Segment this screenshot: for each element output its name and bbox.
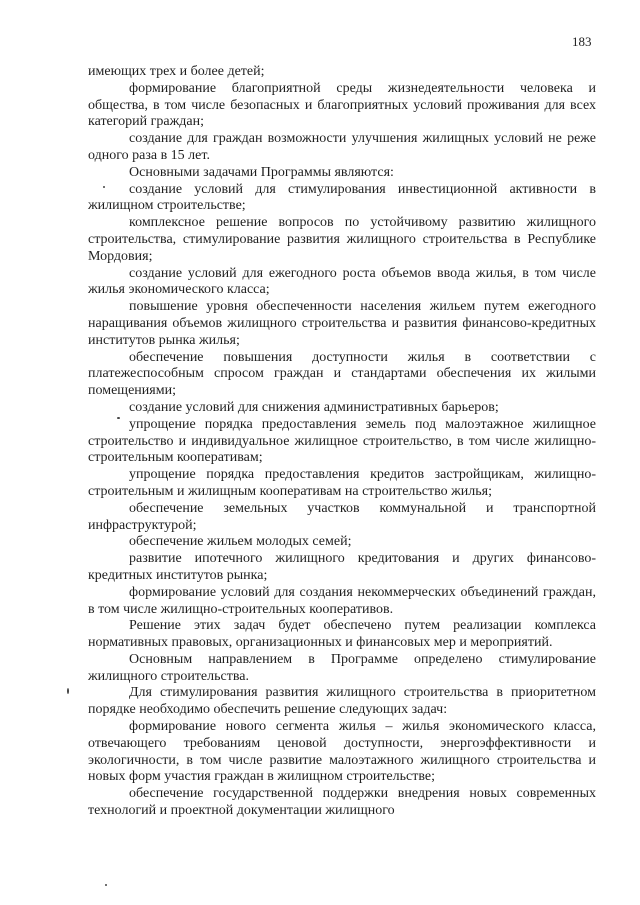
- paragraph: комплексное решение вопросов по устойчивому развитию жилищного строительства, стимулирование развития жилищного строительства в Республике Мордовия;: [88, 215, 596, 264]
- scan-speck: [117, 417, 120, 419]
- paragraph: обеспечение государственной поддержки внедрения новых современных технологий и проектной документации жилищного: [88, 786, 596, 819]
- document-body: [88, 64, 596, 820]
- paragraph: формирование благоприятной среды жизнедеятельности человека и общества, в том числе безопасных и благоприятных условий проживания для всех категорий граждан;: [88, 80, 596, 130]
- paragraph: Основными задачами Программы являются:: [129, 164, 394, 180]
- scan-speck: [105, 884, 107, 886]
- paragraph: повышение уровня обеспеченности населения жильем путем ежегодного наращивания объемов жилищного строительства и развития финансово-кредитных институтов рынка жилья;: [88, 299, 596, 348]
- paragraph: создание для граждан возможности улучшения жилищных условий не реже одного раза в 15 лет.: [88, 131, 596, 163]
- paragraph: создание условий для снижения административных барьеров;: [129, 399, 499, 415]
- paragraph: развитие ипотечного жилищного кредитования и других финансово-кредитных институтов рынка;: [88, 551, 596, 583]
- paragraph: упрощение порядка предоставления земель под малоэтажное жилищное строительство и индивидуальное жилищное строительство, в том числе жилищно-строительным кооперативам;: [88, 416, 596, 466]
- scan-speck: [103, 186, 105, 188]
- paragraph: создание условий для стимулирования инвестиционной активности в жилищном строительстве;: [88, 181, 596, 214]
- scan-speck: [67, 688, 69, 694]
- paragraph: Решение этих задач будет обеспечено путем реализации комплекса нормативных правовых, организационных и финансовых мер и мероприятий.: [88, 618, 596, 651]
- paragraph: имеющих трех и более детей;: [88, 64, 265, 79]
- paragraph: упрощение порядка предоставления кредитов застройщикам, жилищно-строительным и жилищным кооперативам на строительство жилья;: [88, 467, 596, 499]
- paragraph: обеспечение земельных участков коммунальной и транспортной инфраструктурой;: [88, 500, 596, 533]
- paragraph: формирование нового сегмента жилья – жилья экономического класса, отвечающего требованиям ценовой доступности, энергоэффективности и экологичности, в том числе развитие малоэтажного жилищного строительства и новых форм участия граждан в жилищном строительстве;: [88, 719, 596, 785]
- paragraph: обеспечение жильем молодых семей;: [129, 534, 352, 550]
- paragraph: Для стимулирования развития жилищного строительства в приоритетном порядке необходимо обеспечить решение следующих задач:: [88, 685, 596, 718]
- paragraph: создание условий для ежегодного роста объемов ввода жилья, в том числе жилья экономического класса;: [88, 265, 596, 298]
- paragraph: Основным направлением в Программе определено стимулирование жилищного строительства.: [88, 651, 596, 684]
- paragraph: обеспечение повышения доступности жилья в соответствии с платежеспособным спросом граждан и стандартами обеспечения их жилыми помещениями;: [88, 349, 596, 399]
- paragraph: формирование условий для создания некоммерческих объединений граждан, в том числе жилищно-строительных кооперативов.: [88, 584, 596, 617]
- page-number: 183: [572, 34, 592, 49]
